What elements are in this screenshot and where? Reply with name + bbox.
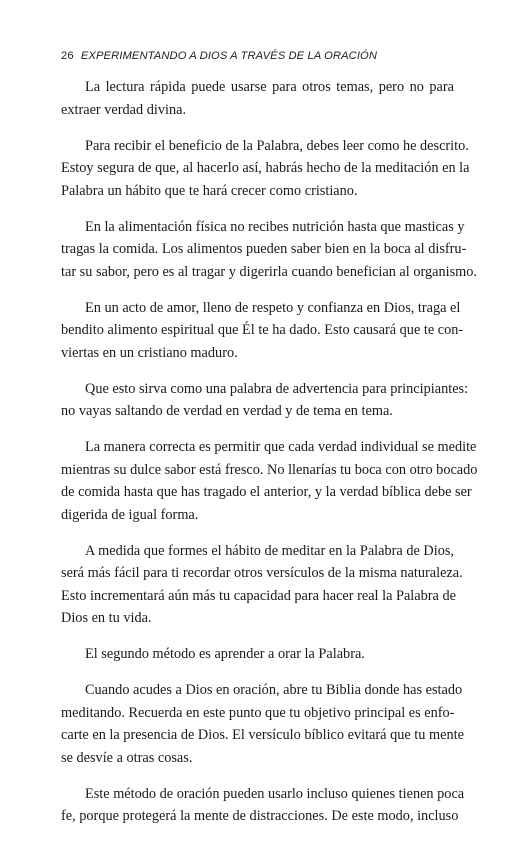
- text-line: será más fácil para ti recordar otros versículos de la misma naturaleza.: [61, 565, 463, 581]
- text-line: bendito alimento espiritual que Él te ha dado. Esto causará que te con-: [61, 322, 464, 338]
- running-head-title: EXPERIMENTANDO A DIOS A TRAVÉS DE LA ORACIÓN: [80, 50, 378, 62]
- text-line: Esto incrementará aún más tu capacidad para hacer real la Palabra de: [61, 587, 456, 604]
- text-line: fe, porque protegerá la mente de distracciones. De este modo, incluso: [61, 808, 459, 824]
- text-line: tragas la comida. Los alimentos pueden saber bien en la boca al disfru-: [61, 241, 467, 257]
- text-line: de comida hasta que has tragado el anterior, y la verdad bíblica debe ser: [61, 484, 472, 500]
- text-line: Dios en tu vida.: [61, 610, 152, 626]
- text-line: extraer verdad divina.: [61, 101, 187, 118]
- text-line: Estoy segura de que, al hacerlo así, habrás hecho de la meditación en la: [61, 160, 470, 176]
- text-line: tar su sabor, pero es al tragar y digerirla cuando benefician al organismo.: [61, 263, 477, 280]
- paragraph: [61, 540, 463, 630]
- text-line: meditando. Recuerda en este punto que tu objetivo principal es enfo-: [61, 704, 455, 721]
- paragraph: [61, 783, 465, 828]
- paragraph: [61, 378, 469, 423]
- paragraph: [61, 679, 464, 769]
- paragraph: [61, 135, 470, 203]
- text-line: mientras su dulce sabor está fresco. No llenarías tu boca con otro bocado: [61, 461, 478, 478]
- page-number: 26: [61, 50, 74, 62]
- text-line: digerida de igual forma.: [61, 506, 199, 523]
- running-head: [61, 50, 377, 62]
- text-line: La lectura rápida puede usarse para otros temas, pero no para: [85, 79, 454, 95]
- text-line: Cuando acudes a Dios en oración, abre tu Biblia donde has estado: [85, 682, 463, 698]
- text-line: En la alimentación física no recibes nutrición hasta que masticas y: [85, 218, 465, 235]
- paragraph: [61, 297, 464, 365]
- text-line: Este método de oración pueden usarlo incluso quienes tienen poca: [85, 785, 465, 802]
- paragraph: [61, 216, 477, 284]
- text-line: no vayas saltando de verdad en verdad y de tema en tema.: [61, 403, 393, 419]
- text-line: Que esto sirva como una palabra de advertencia para principiantes:: [85, 380, 469, 397]
- text-line: carte en la presencia de Dios. El versículo bíblico evitará que tu mente: [61, 727, 464, 743]
- text-line: Palabra un hábito que te hará crecer como cristiano.: [61, 182, 358, 199]
- text-line: viertas en un cristiano maduro.: [61, 344, 238, 361]
- text-line: La manera correcta es permitir que cada verdad individual se medite: [85, 439, 477, 455]
- text-line: A medida que formes el hábito de meditar en la Palabra de Dios,: [85, 542, 454, 559]
- text-line: El segundo método es aprender a orar la Palabra.: [85, 646, 365, 662]
- body-text: [61, 76, 478, 841]
- paragraph: [61, 436, 478, 526]
- paragraph: [61, 643, 454, 666]
- paragraph: [61, 76, 454, 121]
- text-line: Para recibir el beneficio de la Palabra, debes leer como he descrito.: [85, 137, 469, 154]
- text-line: En un acto de amor, lleno de respeto y confianza en Dios, traga el: [85, 299, 461, 316]
- text-line: se desvíe a otras cosas.: [61, 749, 193, 766]
